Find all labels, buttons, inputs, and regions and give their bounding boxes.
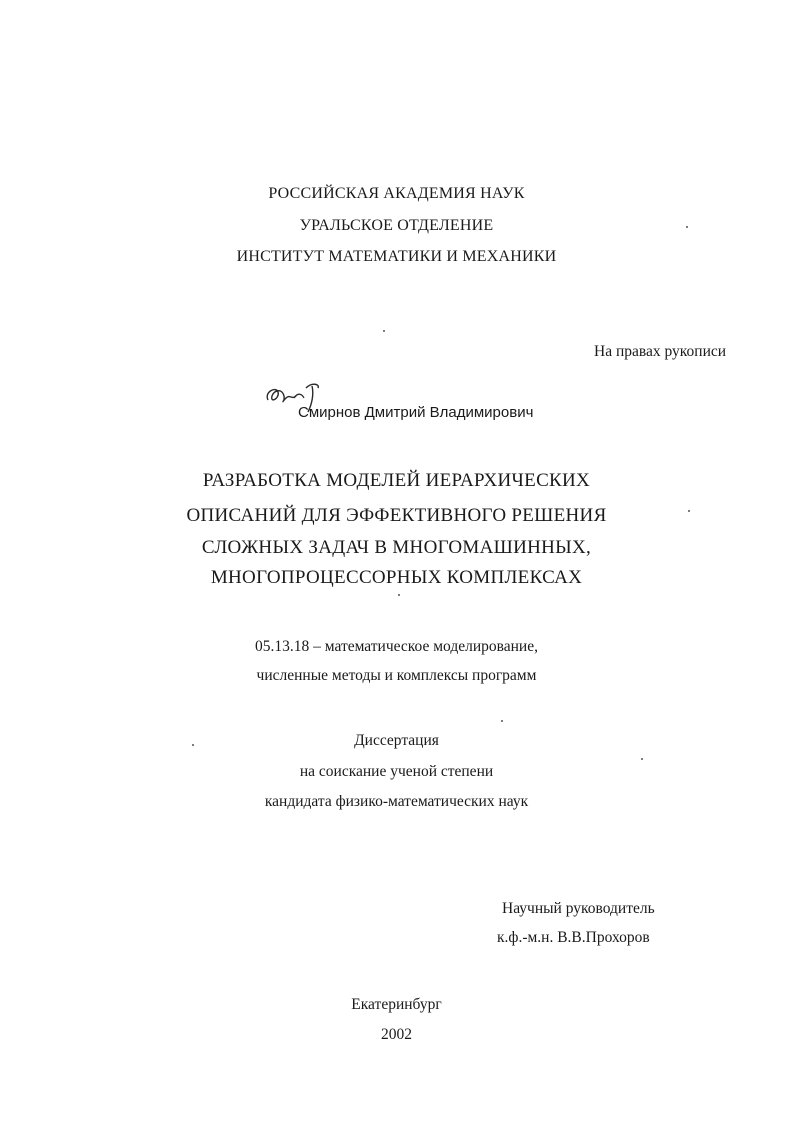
title-line-1: РАЗРАБОТКА МОДЕЛЕЙ ИЕРАРХИЧЕСКИХ xyxy=(202,470,591,491)
degree-line-1: Диссертация xyxy=(354,732,439,749)
title-line-3: СЛОЖНЫХ ЗАДАЧ В МНОГОМАШИННЫХ, xyxy=(201,537,592,558)
manuscript-note: На правах рукописи xyxy=(594,343,727,360)
org-institute: ИНСТИТУТ МАТЕМАТИКИ И МЕХАНИКИ xyxy=(236,248,557,265)
degree-line-2: на соискание ученой степени xyxy=(299,763,494,780)
year: 2002 xyxy=(381,1026,412,1043)
org-branch: УРАЛЬСКОЕ ОТДЕЛЕНИЕ xyxy=(299,217,494,234)
scan-speck xyxy=(192,744,194,746)
degree-line-3: кандидата физико-математических наук xyxy=(264,793,529,810)
specialty-line-1: 05.13.18 – математическое моделирование, xyxy=(255,638,538,655)
scan-speck xyxy=(501,720,503,722)
scan-speck xyxy=(688,510,690,512)
scan-speck xyxy=(641,758,643,760)
scan-speck xyxy=(398,594,400,596)
author-name: Смирнов Дмитрий Владимирович xyxy=(298,404,534,421)
title-line-4: МНОГОПРОЦЕССОРНЫХ КОМПЛЕКСАХ xyxy=(210,567,583,588)
title-line-2: ОПИСАНИЙ ДЛЯ ЭФФЕКТИВНОГО РЕШЕНИЯ xyxy=(186,505,607,526)
scan-speck xyxy=(686,226,688,228)
specialty-line-2: численные методы и комплексы программ xyxy=(256,667,537,684)
org-academy: РОССИЙСКАЯ АКАДЕМИЯ НАУК xyxy=(268,185,525,202)
city: Екатеринбург xyxy=(351,996,442,1013)
supervisor-name: к.ф.-м.н. В.В.Прохоров xyxy=(497,929,650,946)
scan-speck xyxy=(383,330,385,332)
supervisor-label: Научный руководитель xyxy=(502,900,655,917)
